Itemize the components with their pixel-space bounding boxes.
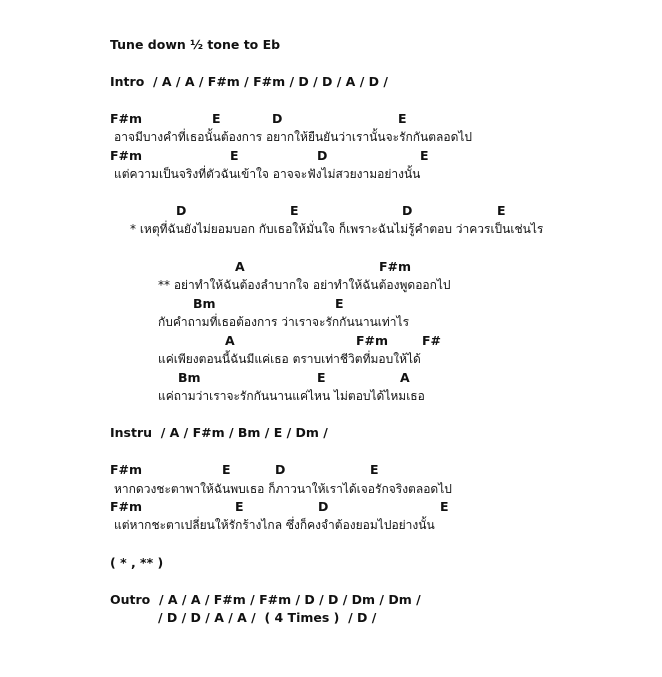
chord: E	[235, 499, 244, 514]
lyric-line: แค่เพียงตอนนี้ฉันมีแค่เธอ ตราบเท่าชีวิตที่มอบให้ได้	[158, 352, 421, 366]
chord: E	[230, 148, 239, 163]
tuning-note: Tune down ½ tone to Eb	[110, 37, 281, 52]
chord: F#	[422, 333, 442, 348]
outro-line-2: / D / D / A / A / ( 4 Times ) / D /	[158, 610, 377, 625]
chord: E	[290, 203, 299, 218]
chord: E	[370, 462, 379, 477]
chord: E	[420, 148, 429, 163]
intro-line: Intro / A / A / F#m / F#m / D / D / A / D /	[110, 74, 388, 89]
lyric-line: อาจมีบางคำที่เธอนั้นต้องการ อยากให้ยืนยันว่าเรานั้นจะรักกันตลอดไป	[114, 130, 473, 144]
lyric-line: หากดวงชะตาพาให้ฉันพบเธอ ก็ภาวนาให้เราได้เจอรักจริงตลอดไป	[114, 482, 452, 496]
chord: F#m	[110, 148, 143, 163]
chord: E	[440, 499, 449, 514]
chord: E	[222, 462, 231, 477]
lyric-line: แต่หากชะตาเปลี่ยนให้รักร้างไกล ซึ่งก็คงจำต้องยอมไปอย่างนั้น	[114, 518, 435, 532]
chord: A	[225, 333, 235, 348]
chord: E	[317, 370, 326, 385]
chord: E	[212, 111, 221, 126]
chord: F#m	[110, 111, 143, 126]
chord: A	[400, 370, 410, 385]
chord: E	[497, 203, 506, 218]
lyric-line: * เหตุที่ฉันยังไม่ยอมบอก กับเธอให้มั่นใจ ก็เพราะฉันไม่รู้คำตอบ ว่าควรเป็นเช่นไร	[130, 222, 544, 236]
instru-line: Instru / A / F#m / Bm / E / Dm /	[110, 425, 328, 440]
chord: E	[335, 296, 344, 311]
lyric-line: แค่ถามว่าเราจะรักกันนานแค่ไหน ไม่ตอบได้ไหมเธอ	[158, 389, 425, 403]
outro-line: Outro / A / A / F#m / F#m / D / D / Dm / Dm /	[110, 592, 421, 607]
repeat-marker: ( * , ** )	[110, 555, 164, 570]
chord: E	[398, 111, 407, 126]
chord: D	[318, 499, 329, 514]
chord: F#m	[110, 499, 143, 514]
chord: F#m	[379, 259, 412, 274]
chord: Bm	[178, 370, 201, 385]
chord: A	[235, 259, 245, 274]
chord: D	[402, 203, 413, 218]
chord: D	[317, 148, 328, 163]
lyric-line: กับคำถามที่เธอต้องการ ว่าเราจะรักกันนานเท่าไร	[158, 315, 410, 329]
chord: Bm	[193, 296, 216, 311]
chord: D	[176, 203, 187, 218]
chord: F#m	[110, 462, 143, 477]
lyric-line: แต่ความเป็นจริงที่ตัวฉันเข้าใจ อาจจะฟังไม่สวยงามอย่างนั้น	[114, 167, 421, 181]
chord: D	[275, 462, 286, 477]
lyric-line: ** อย่าทำให้ฉันต้องลำบากใจ อย่าทำให้ฉันต้องพูดออกไป	[158, 278, 451, 292]
chord: F#m	[356, 333, 389, 348]
chord: D	[272, 111, 283, 126]
